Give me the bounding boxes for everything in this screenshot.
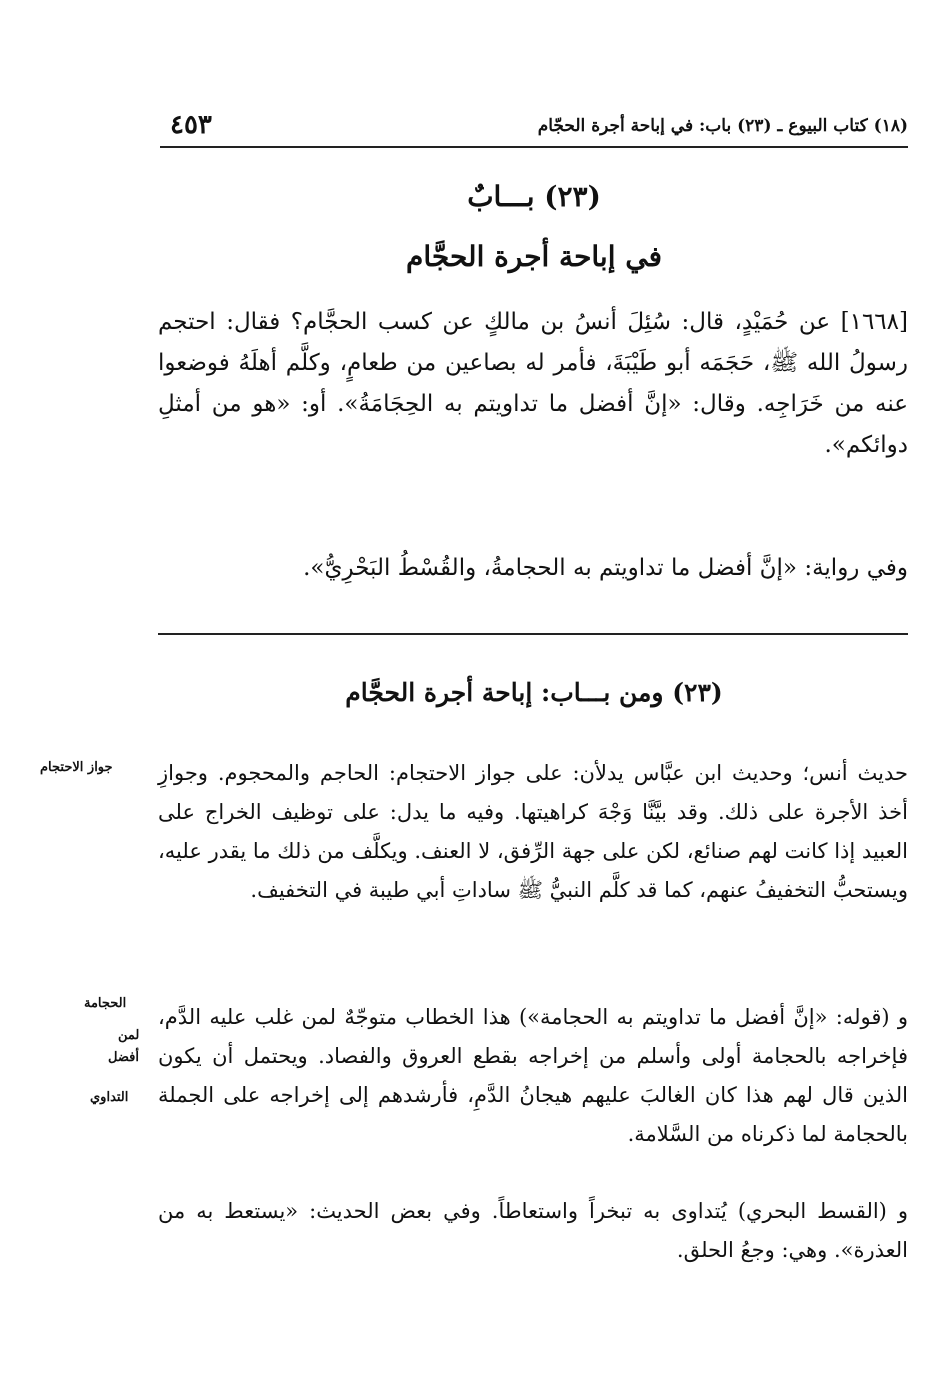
commentary-paragraph-2: و (قوله: «إنَّ أفضل ما تداويتم به الحجامة») هذا الخطاب متوجّهٌ لمن غلب عليه الدَّم، فإخراجه بالحجامة أولى وأسلم من إخراجه بقطع العروق والفصاد. ويحتمل أن يكون الذين قال لهم هذا كان الغالبَ عليهم هيجانُ الدَّمِ، فأرشدهم إلى إخراجه على الجملة بالحجامة لما ذكرناه من السَّلامة. [158, 1005, 908, 1146]
commentary-section-title: (٢٣) ومن بـــاب: إباحة أجرة الحجَّام [345, 678, 723, 707]
header-divider [160, 146, 908, 148]
page-header [160, 108, 908, 148]
margin-note-3: لمن [118, 1028, 140, 1043]
chapter-subtitle: في إباحة أجرة الحجَّام [406, 240, 662, 273]
margin-note-5: التداوي [90, 1090, 129, 1105]
commentary-paragraph-1: حديث أنس؛ وحديث ابن عبَّاس يدلأن: على جواز الاحتجام: الحاجم والمحجوم. وجوازِ أخذ الأجرة على ذلك. وقد بيَّنَّا وَجْهَ كراهيتها. وفيه ما يدل: على توظيف الخراج على العبيد إذا كانت لهم صنائع، لكن على جهة الرِّفق، لا العنف. ويكلَّف من ذلك ما يقدر عليه، ويستحبُّ التخفيفُ عنهم، كما قد كلَّم النبيُّ ﷺ ساداتِ أبي طيبة في التخفيف. [158, 761, 908, 902]
running-title: (١٨) كتاب البيوع ـ (٢٣) باب: في إباحة أجرة الحجّام [537, 116, 908, 136]
chapter-title: (٢٣) بـــابٌ [467, 180, 601, 213]
section-divider [158, 633, 908, 635]
commentary-paragraph-3: و (القسط البحري) يُتداوى به تبخراً واستعاطاً. وفي بعض الحديث: «يستعط به من العذرة». وهي: وجعُ الحلق. [158, 1199, 908, 1262]
hadith-paragraph-1: [١٦٦٨] عن حُمَيْدٍ، قال: سُئِلَ أنسُ بن مالكٍ عن كسب الحجَّام؟ فقال: احتجم رسولُ الله ﷺ، حَجَمَه أبو طَيْبَةَ، فأمر له بصاعين من طعامٍ، وكلَّم أهلَهُ فوضعوا عنه من خَرَاجِه. وقال: «إنَّ أفضل ما تداويتم به الحِجَامَةُ». أو: «هو من أمثلِ دوائكم». [158, 309, 908, 458]
margin-note-2: الحجامة [84, 996, 127, 1011]
hadith-paragraph-2: وفي رواية: «إنَّ أفضل ما تداويتم به الحجامةُ، والقُسْطُ البَحْرِيُّ». [303, 555, 908, 581]
page-number: ٤٥٣ [170, 110, 212, 140]
margin-note-4: أفضل [108, 1050, 139, 1065]
margin-note-1: جواز الاحتجام [40, 760, 113, 775]
